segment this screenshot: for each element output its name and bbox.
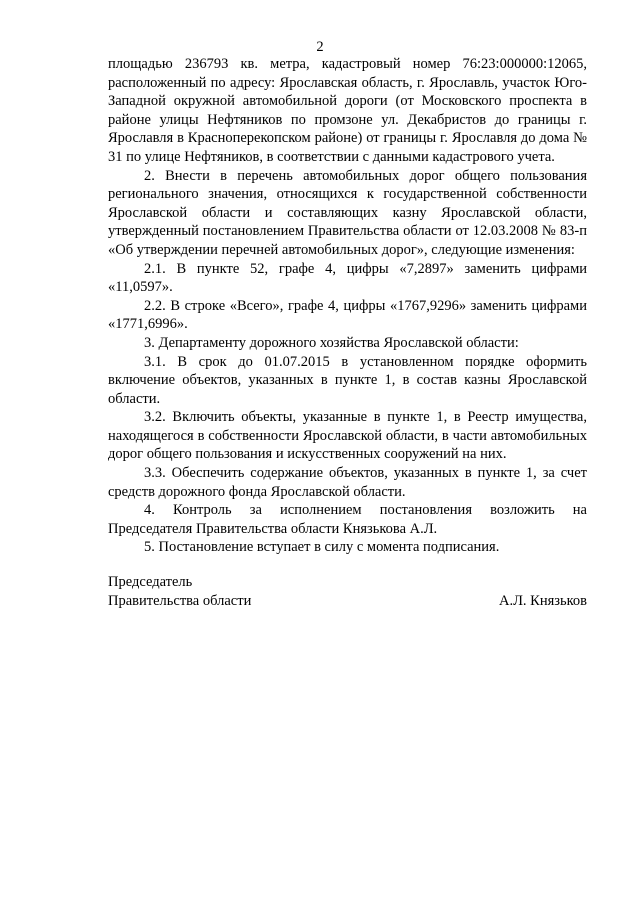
document-body [108,55,587,557]
paragraph-item-2-1: 2.1. В пункте 52, графе 4, цифры «7,2897» заменить цифрами «11,0597». [108,260,587,296]
signatory-name: А.Л. Князьков [498,592,587,609]
signatory-title-line2: Правительства области [108,592,252,609]
page-number: 2 [316,39,324,55]
signature-line [108,592,587,611]
paragraph-continuation: площадью 236793 кв. метра, кадастровый номер 76:23:000000:12065, расположенный по адресу: Ярославская область, г. Ярославль, участок Юго-Западной окружной автомобильной дороги (от Московского проспекта в районе улицы Нефтяников по промзоне ул. Декабристов до границы г. Ярославля в Красноперекопском районе) от границы г. Ярославля до дома № 31 по улице Нефтяников, в соответствии с данными кадастрового учета. [108,56,587,165]
paragraph-item-3-3: 3.3. Обеспечить содержание объектов, указанных в пункте 1, за счет средств дорожного фонда Ярославской области. [108,465,587,500]
paragraph-item-2: 2. Внести в перечень автомобильных дорог общего пользования регионального значения, относящихся к государственной собственности Ярославской области и составляющих казну Ярославской области, утвержденный постановлением Правительства области от 12.03.2008 № 83-п «Об утверждении перечней автомобильных дорог», следующие изменения: [108,167,587,258]
signature-block [108,573,587,610]
paragraph-item-2-2: 2.2. В строке «Всего», графе 4, цифры «1767,9296» заменить цифрами «1771,6996». [108,297,587,333]
paragraph-item-4: 4. Контроль за исполнением постановления возложить на Председателя Правительства области Князькова А.Л. [108,502,587,537]
paragraph-item-3-1: 3.1. В срок до 01.07.2015 в установленном порядке оформить включение объектов, указанных в пункте 1, в состав казны Ярославской области. [108,353,587,407]
paragraph-item-3-2: 3.2. Включить объекты, указанные в пункте 1, в Реестр имущества, находящегося в собственности Ярославской области, в части автомобильных дорог общего пользования и искусственных сооружений на них. [108,409,587,463]
paragraph-item-3: 3. Департаменту дорожного хозяйства Ярославской области: [144,334,519,351]
signatory-title-line1: Председатель [108,574,193,590]
paragraph-item-5: 5. Постановление вступает в силу с момента подписания. [144,539,500,556]
